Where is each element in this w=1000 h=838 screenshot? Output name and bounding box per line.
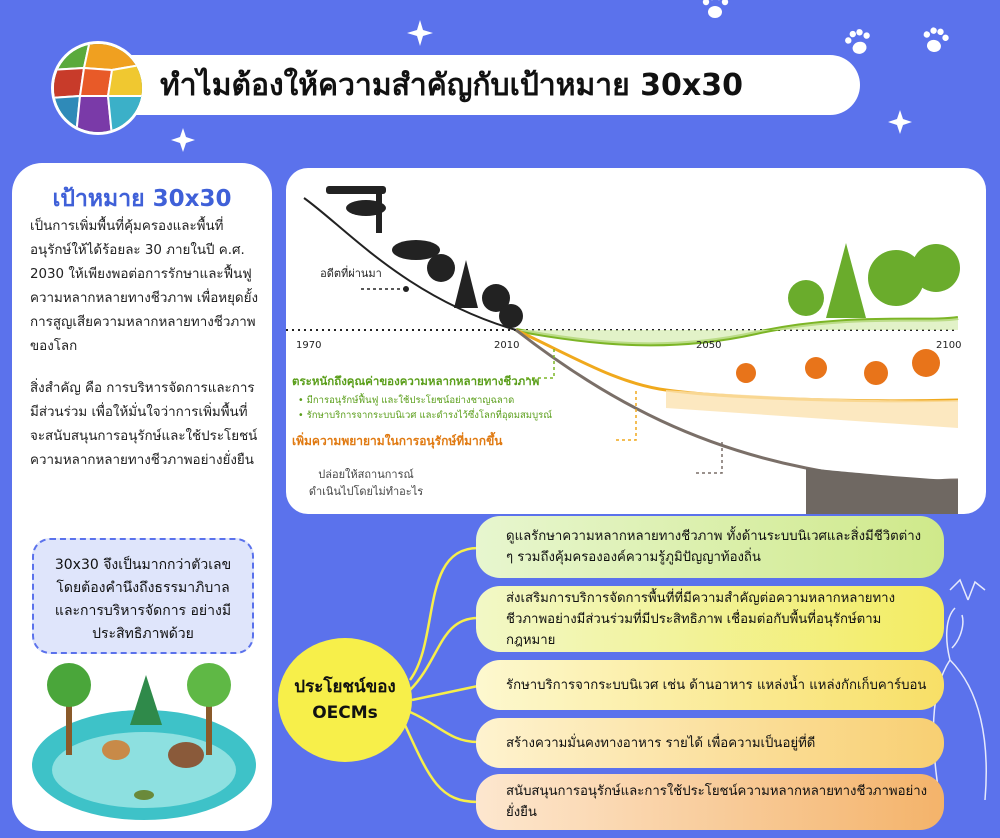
past-label: อดีตที่ผ่านมา bbox=[320, 267, 382, 280]
green-scenario-heading: ตระหนักถึงคุณค่าของความหลากหลายทางชีวภาพ bbox=[292, 374, 540, 388]
benefit-item-2: ส่งเสริมการบริการจัดการพื้นที่ที่มีความสำคัญต่อความหลากหลายทางชีวภาพอย่างมีส่วนร่วมที่มีประสิทธิภาพ เชื่อมต่อกับพื้นที่อนุรักษ์ตามกฎหมาย bbox=[476, 586, 944, 652]
goal-paragraph-1: เป็นการเพิ่มพื้นที่คุ้มครองและพื้นที่อนุรักษ์ให้ได้ร้อยละ 30 ภายในปี ค.ศ. 2030 ให้เพียงพอต่อการรักษาและฟื้นฟูความหลากหลายทางชีวภาพ เพื่อหยุดยั้งการสูญเสียความหลากหลายทางชีวภาพของโลก bbox=[30, 219, 259, 354]
benefit-item-5: สนับสนุนการอนุรักษ์และการใช้ประโยชน์ความหลากหลายทางชีวภาพอย่างยั่งยืน bbox=[476, 774, 944, 830]
goal-heading: เป้าหมาย 30x30 bbox=[52, 186, 232, 212]
benefit-item-4: สร้างความมั่นคงทางอาหาร รายได้ เพื่อความเป็นอยู่ที่ดี bbox=[476, 718, 944, 768]
gray-scenario-label: ปล่อยให้สถานการณ์ดำเนินไปโดยไม่ทำอะไร bbox=[308, 468, 424, 498]
year-2100: 2100 bbox=[936, 340, 962, 351]
goal-paragraph-2: สิ่งสำคัญ คือ การบริหารจัดการและการมีส่วนร่วม เพื่อให้มั่นใจว่าการเพิ่มพื้นที่จะสนับสนุนการอนุรักษ์และใช้ประโยชน์ความหลากหลายทางชีวภาพอย่างยั่งยืน bbox=[30, 381, 258, 468]
oecm-label-line1: ประโยชน์ของ bbox=[294, 677, 396, 697]
oecm-benefits-label bbox=[278, 638, 412, 762]
green-bullet-2: • รักษาบริการจากระบบนิเวศ และดำรงไว้ซึ่งโลกที่อุดมสมบูรณ์ bbox=[298, 410, 553, 421]
oecm-label-line2: OECMs bbox=[312, 703, 378, 723]
year-2050: 2050 bbox=[696, 340, 722, 351]
year-2010: 2010 bbox=[494, 340, 520, 351]
orange-scenario-label: เพิ่มความพยายามในการอนุรักษ์ที่มากขึ้น bbox=[292, 434, 503, 448]
page-title: ทำไมต้องให้ความสำคัญกับเป้าหมาย 30x30 bbox=[160, 68, 743, 103]
green-bullet-1: • มีการอนุรักษ์ฟื้นฟู และใช้ประโยชน์อย่างชาญฉลาด bbox=[298, 395, 515, 406]
benefit-item-1: ดูแลรักษาความหลากหลายทางชีวภาพ ทั้งด้านระบบนิเวศและสิ่งมีชีวิตต่าง ๆ รวมถึงคุ้มครององค์ความรู้ภูมิปัญญาท้องถิ่น bbox=[476, 516, 944, 578]
highlight-box: 30x30 จึงเป็นมากกว่าตัวเลข โดยต้องคำนึงถึงธรรมาภิบาล และการบริหารจัดการ อย่างมีประสิทธิภาพด้วย bbox=[32, 538, 254, 654]
year-1970: 1970 bbox=[296, 340, 322, 351]
benefit-item-3: รักษาบริการจากระบบนิเวศ เช่น ด้านอาหาร แหล่งน้ำ แหล่งกักเก็บคาร์บอน bbox=[476, 660, 944, 710]
